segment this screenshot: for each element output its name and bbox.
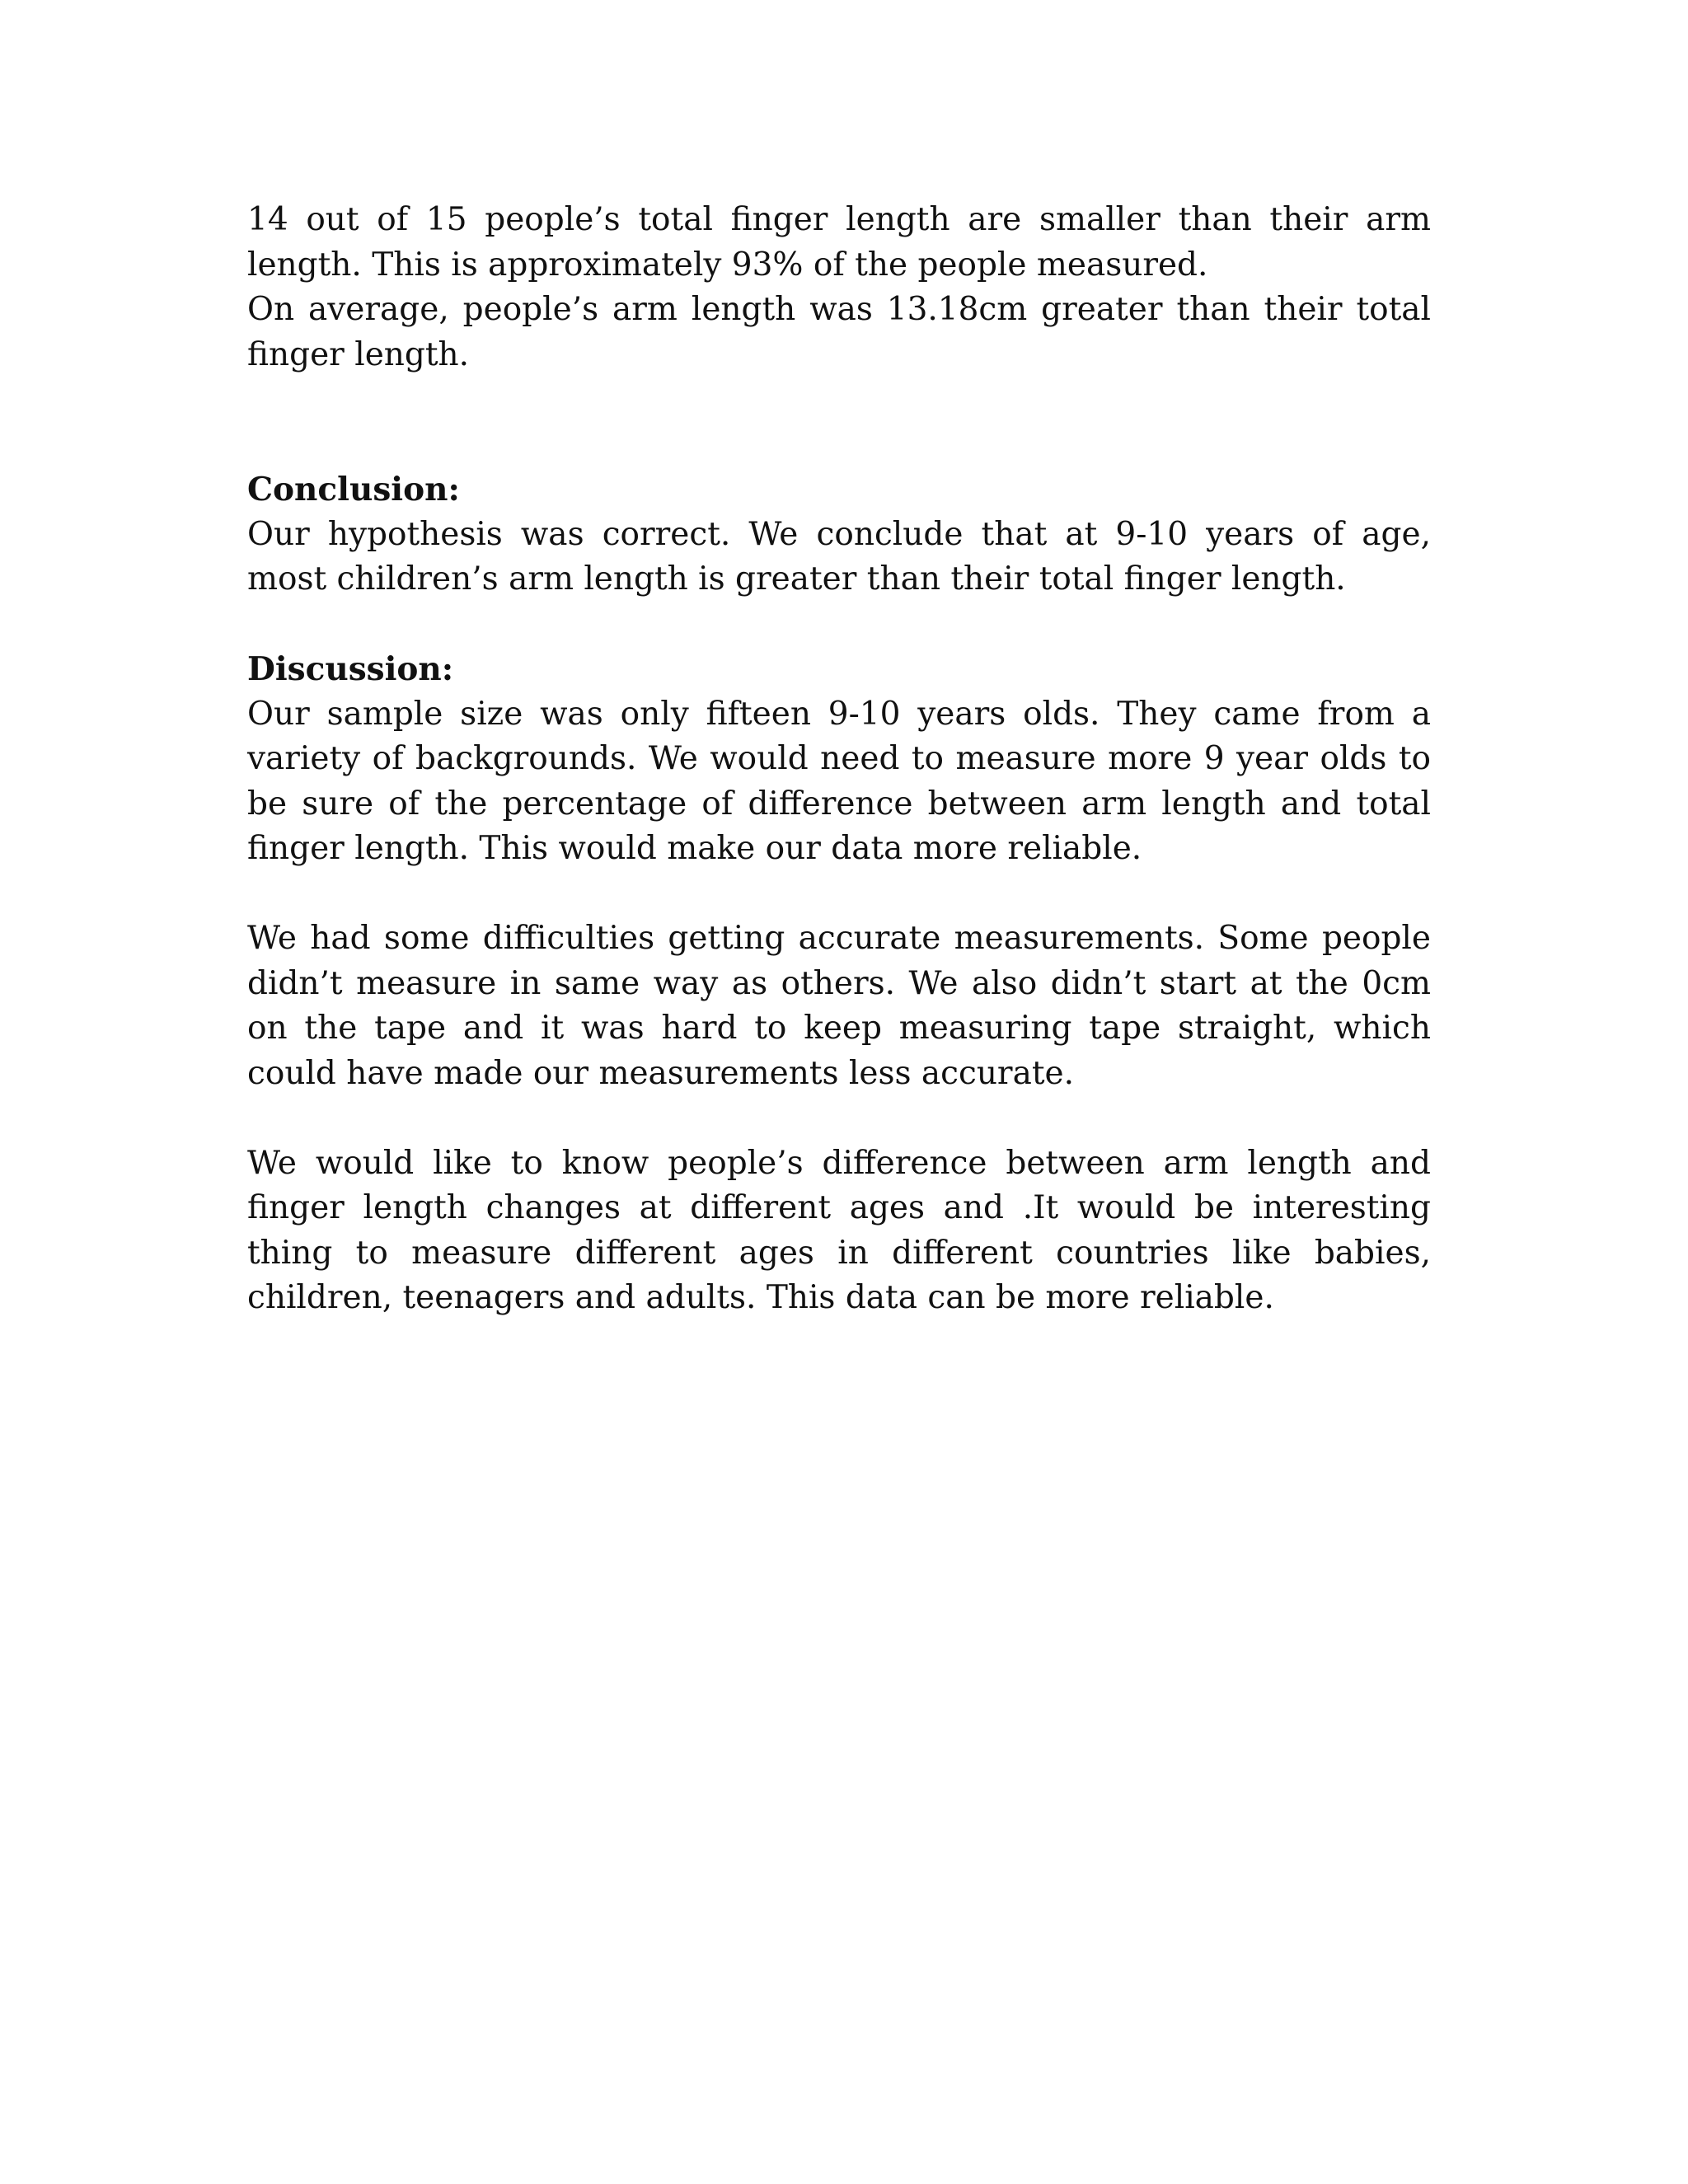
discussion-paragraph-1: Our sample size was only fifteen 9-10 years olds. They came from a variety of backgrounds. We would need to measure more 9 year olds to be sure of the percentage of difference between arm length and total finger length. This would make our data more reliable.: [247, 695, 1431, 867]
discussion-heading: Discussion:: [247, 650, 454, 688]
paragraph-spacer: [247, 1096, 1431, 1141]
section-spacer: [247, 377, 1431, 467]
discussion-paragraph-3: We would like to know people’s difference between arm length and finger length changes at different ages and .It would be interesting thing to measure different ages in different countries like babies, children, teenagers and adults. This data can be more reliable.: [247, 1144, 1431, 1316]
conclusion-paragraph: Our hypothesis was correct. We conclude that at 9-10 years of age, most children’s arm length is greater than their total finger length.: [247, 515, 1431, 598]
conclusion-heading: Conclusion:: [247, 471, 460, 509]
section-spacer: [247, 602, 1431, 648]
discussion-paragraph-2: We had some difficulties getting accurate measurements. Some people didn’t measure in same way as others. We also didn’t start at the 0cm on the tape and it was hard to keep measuring tape straight, which could have made our measurements less accurate.: [247, 920, 1431, 1092]
paragraph-spacer: [247, 872, 1431, 917]
document-body: [247, 198, 1431, 1321]
results-paragraph-1: 14 out of 15 people’s total finger length are smaller than their arm length. This is approximately 93% of the people measured.: [247, 201, 1431, 284]
results-paragraph-2: On average, people’s arm length was 13.18cm greater than their total finger length.: [247, 291, 1431, 373]
